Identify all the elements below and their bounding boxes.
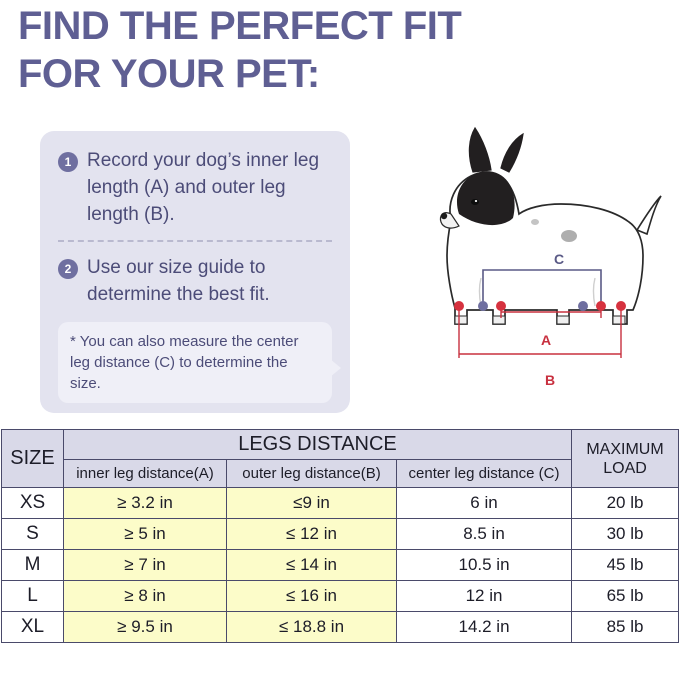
panel-note-wrapper: [58, 322, 332, 403]
measurement-label-c: C: [554, 251, 565, 267]
step-text-1: Record your dog’s inner leg length (A) and outer leg length (B).: [87, 150, 320, 225]
cell-outer: ≤ 16 in: [227, 581, 397, 612]
table-row: [2, 519, 679, 550]
page-title-line-1: FIND THE PERFECT FIT: [18, 4, 462, 48]
cell-inner: ≥ 8 in: [64, 581, 227, 612]
cell-center: 14.2 in: [397, 612, 572, 643]
cell-center: 8.5 in: [397, 519, 572, 550]
cell-load: 85 lb: [572, 612, 679, 643]
table-header-row-1: [2, 430, 679, 460]
measurement-label-a: A: [541, 332, 552, 348]
step-text-2: Use our size guide to determine the best fit.: [87, 257, 270, 305]
step-number-badge-1: 1: [58, 152, 78, 172]
page-title: [18, 2, 658, 98]
table-row: [2, 612, 679, 643]
header-maximum-load-line-2: LOAD: [603, 459, 647, 477]
cell-size: S: [2, 519, 64, 550]
header-maximum-load-line-1: MAXIMUM: [586, 440, 664, 458]
cell-outer: ≤ 14 in: [227, 550, 397, 581]
speech-bubble-tail-icon: [330, 359, 341, 377]
step-number-badge-2: 2: [58, 259, 78, 279]
panel-note: * You can also measure the center leg distance (C) to determine the size.: [58, 322, 332, 403]
header-inner-leg-distance: inner leg distance(A): [64, 460, 227, 488]
instruction-step-1: [58, 147, 332, 228]
cell-inner: ≥ 9.5 in: [64, 612, 227, 643]
cell-inner: ≥ 7 in: [64, 550, 227, 581]
page-title-line-2: FOR YOUR PET:: [18, 52, 320, 96]
table-row: [2, 550, 679, 581]
instructions-panel: [40, 131, 350, 413]
cell-load: 20 lb: [572, 488, 679, 519]
cell-center: 10.5 in: [397, 550, 572, 581]
instruction-step-2: [58, 254, 332, 308]
cell-inner: ≥ 5 in: [64, 519, 227, 550]
cell-size: L: [2, 581, 64, 612]
measurement-label-b: B: [545, 372, 556, 388]
header-legs-distance: LEGS DISTANCE: [64, 430, 572, 460]
dog-illustration-icon: [355, 110, 675, 425]
cell-outer: ≤ 18.8 in: [227, 612, 397, 643]
table-row: [2, 488, 679, 519]
table-row: [2, 581, 679, 612]
size-guide-table: [1, 429, 679, 643]
cell-center: 6 in: [397, 488, 572, 519]
cell-load: 65 lb: [572, 581, 679, 612]
cell-outer: ≤ 12 in: [227, 519, 397, 550]
header-maximum-load: [572, 430, 679, 488]
cell-size: XL: [2, 612, 64, 643]
cell-size: XS: [2, 488, 64, 519]
header-size: SIZE: [2, 430, 64, 488]
cell-load: 30 lb: [572, 519, 679, 550]
cell-size: M: [2, 550, 64, 581]
cell-center: 12 in: [397, 581, 572, 612]
cell-outer: ≤9 in: [227, 488, 397, 519]
header-center-leg-distance: center leg distance (C): [397, 460, 572, 488]
cell-inner: ≥ 3.2 in: [64, 488, 227, 519]
size-guide-table-wrapper: [1, 429, 678, 643]
panel-divider: [58, 240, 332, 242]
header-outer-leg-distance: outer leg distance(B): [227, 460, 397, 488]
cell-load: 45 lb: [572, 550, 679, 581]
dog-measurement-diagram: [355, 110, 675, 425]
